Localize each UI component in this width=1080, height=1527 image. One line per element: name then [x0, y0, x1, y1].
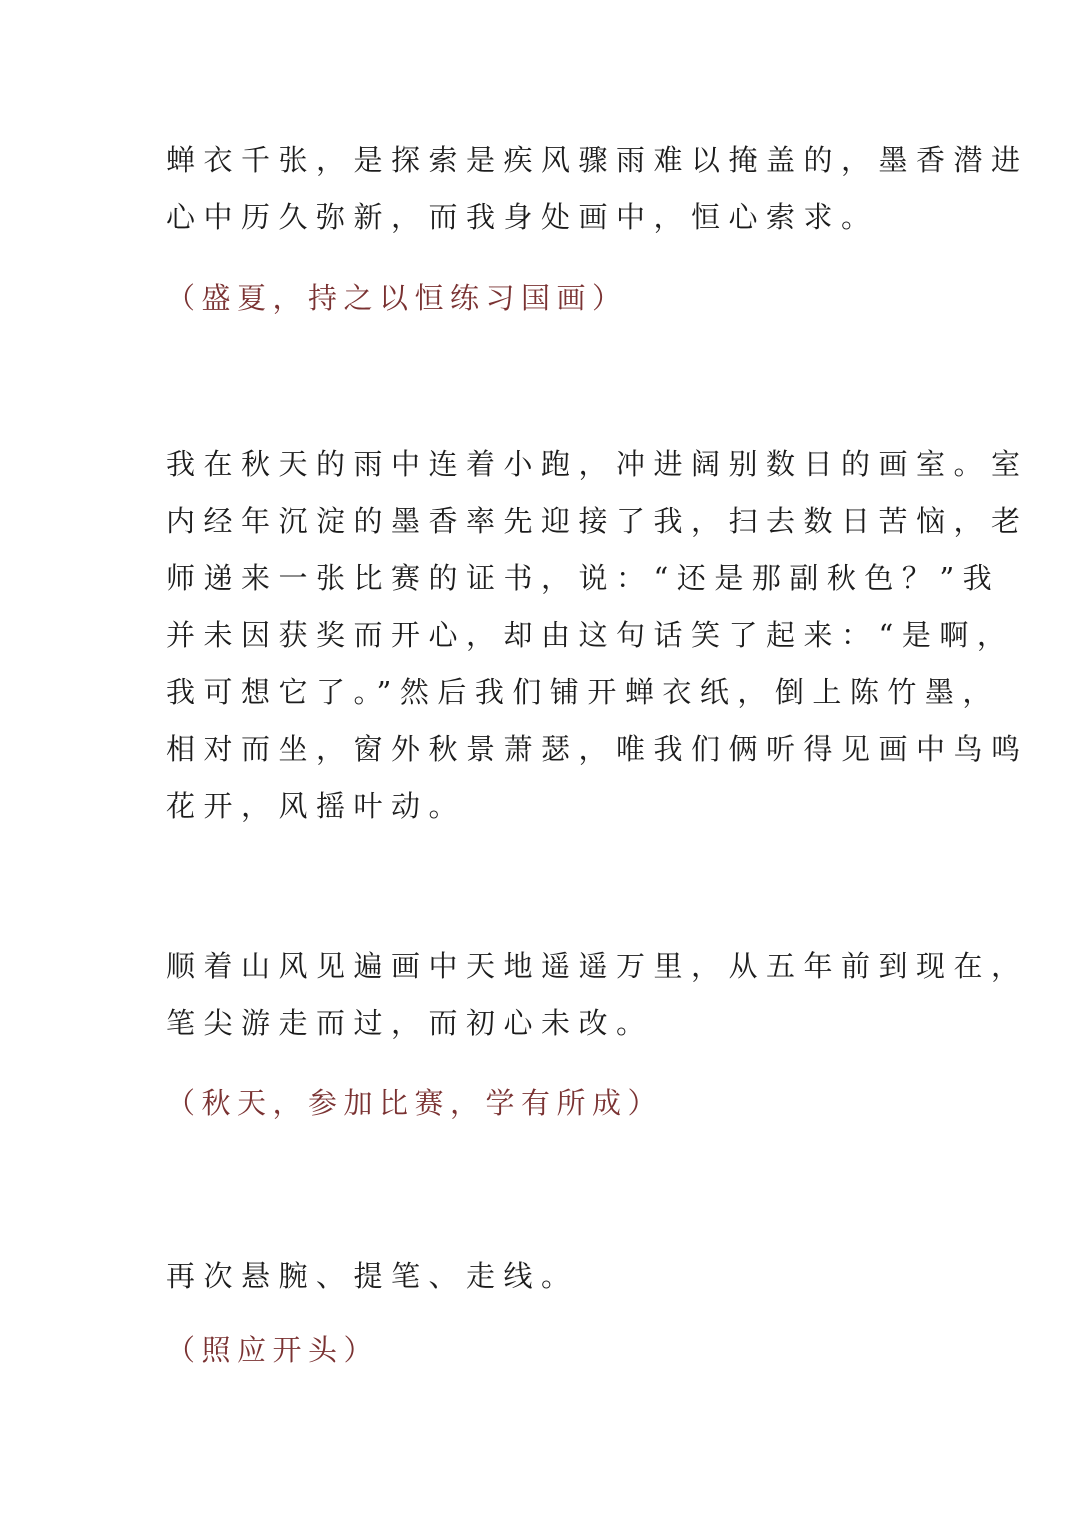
text-line: 顺着山风见遍画中天地遥遥万里，从五年前到现在， [166, 949, 1029, 983]
text-line: 花开，风摇叶动。 [166, 789, 467, 823]
text-line: 我可想它了。”然后我们铺开蝉衣纸，倒上陈竹墨， [166, 675, 1000, 709]
paragraph-4 [166, 1248, 579, 1305]
annotation-echo-opening: （照应开头） [166, 1333, 380, 1367]
paragraph-3 [166, 938, 1029, 1052]
text-line: 笔尖游走而过，而初心未改。 [166, 1006, 654, 1040]
text-line: 师递来一张比赛的证书，说：“还是那副秋色？”我 [166, 561, 1001, 595]
annotation-summer: （盛夏，持之以恒练习国画） [166, 281, 628, 315]
text-line: 蝉衣千张，是探索是疾风骤雨难以掩盖的，墨香潜进 [166, 143, 1029, 177]
paragraph-1 [166, 132, 1029, 246]
text-line: 内经年沉淀的墨香率先迎接了我，扫去数日苦恼，老 [166, 504, 1029, 538]
paragraph-2 [166, 436, 1029, 835]
text-line: 并未因获奖而开心，却由这句话笑了起来：“是啊， [166, 618, 1015, 652]
text-line: 我在秋天的雨中连着小跑，冲进阔别数日的画室。室 [166, 447, 1029, 481]
text-line: 相对而坐，窗外秋景萧瑟，唯我们俩听得见画中鸟鸣 [166, 732, 1029, 766]
text-line: 再次悬腕、提笔、走线。 [166, 1259, 579, 1293]
annotation-autumn: （秋天，参加比赛，学有所成） [166, 1086, 664, 1120]
text-line: 心中历久弥新，而我身处画中，恒心索求。 [166, 200, 879, 234]
